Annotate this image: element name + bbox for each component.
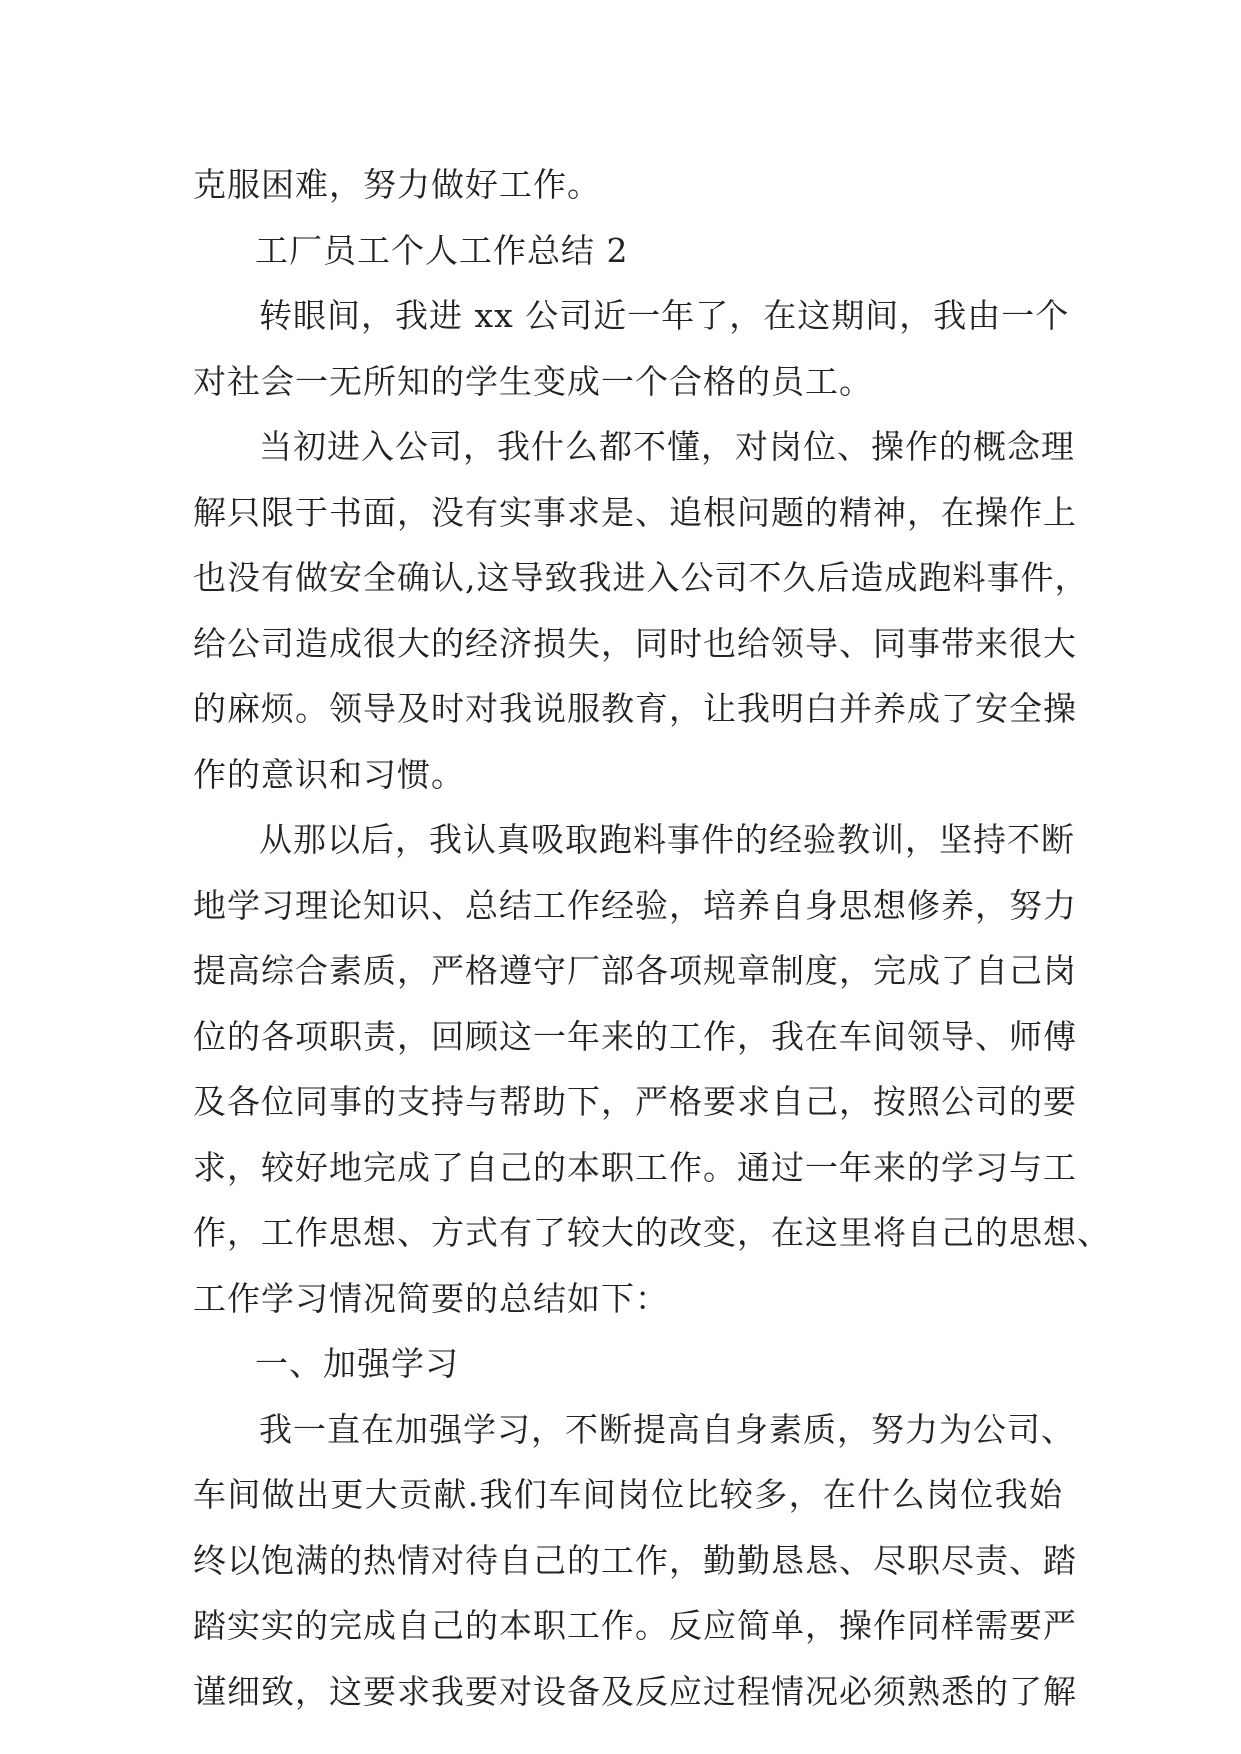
section-heading: 一、加强学习 [255,1344,459,1383]
paragraph-line: 终以饱满的热情对待自己的工作，勤勤恳恳、尽职尽责、踏 [193,1540,1077,1580]
paragraph-line: 转眼间，我进 xx 公司近一年了，在这期间，我由一个 [259,296,1070,335]
paragraph-line: 从那以后，我认真吸取跑料事件的经验教训，坚持不断 [259,820,1075,859]
paragraph-line: 的麻烦。领导及时对我说服教育，让我明白并养成了安全操 [193,689,1077,728]
paragraph-line: 车间做出更大贡献.我们车间岗位比较多，在什么岗位我始 [193,1475,1063,1514]
paragraph-line: 踏实实的完成自己的本职工作。反应简单，操作同样需要严 [193,1606,1077,1645]
paragraph-line: 对社会一无所知的学生变成一个合格的员工。 [193,361,873,401]
paragraph-line: 作的意识和习惯。 [193,754,465,794]
paragraph-line: 求，较好地完成了自己的本职工作。通过一年来的学习与工 [193,1147,1077,1187]
text-line: 克服困难，努力做好工作。 [193,165,601,204]
paragraph-line: 谨细致，这要求我要对设备及反应过程情况必须熟悉的了解 [193,1671,1077,1711]
paragraph-line: 解只限于书面，没有实事求是、追根问题的精神，在操作上 [193,492,1077,532]
section-title: 工厂员工个人工作总结 2 [255,230,629,270]
paragraph-line: 工作学习情况简要的总结如下： [193,1278,669,1318]
paragraph-line: 提高综合素质，严格遵守厂部各项规章制度，完成了自己岗 [193,951,1077,990]
paragraph-line: 我一直在加强学习，不断提高自身素质，努力为公司、 [259,1409,1075,1449]
paragraph-line: 位的各项职责，回顾这一年来的工作，我在车间领导、师傅 [193,1016,1077,1056]
document-body [193,152,1111,1724]
paragraph-line: 当初进入公司，我什么都不懂，对岗位、操作的概念理 [259,427,1075,466]
paragraph-line: 地学习理论知识、总结工作经验，培养自身思想修养，努力 [193,885,1077,925]
paragraph-line: 作，工作思想、方式有了较大的改变，在这里将自己的思想、 [193,1213,1111,1252]
paragraph-line: 及各位同事的支持与帮助下，严格要求自己，按照公司的要 [193,1082,1077,1121]
paragraph-line: 给公司造成很大的经济损失，同时也给领导、同事带来很大 [193,623,1077,663]
paragraph-line: 也没有做安全确认,这导致我进入公司不久后造成跑料事件， [193,558,1089,597]
